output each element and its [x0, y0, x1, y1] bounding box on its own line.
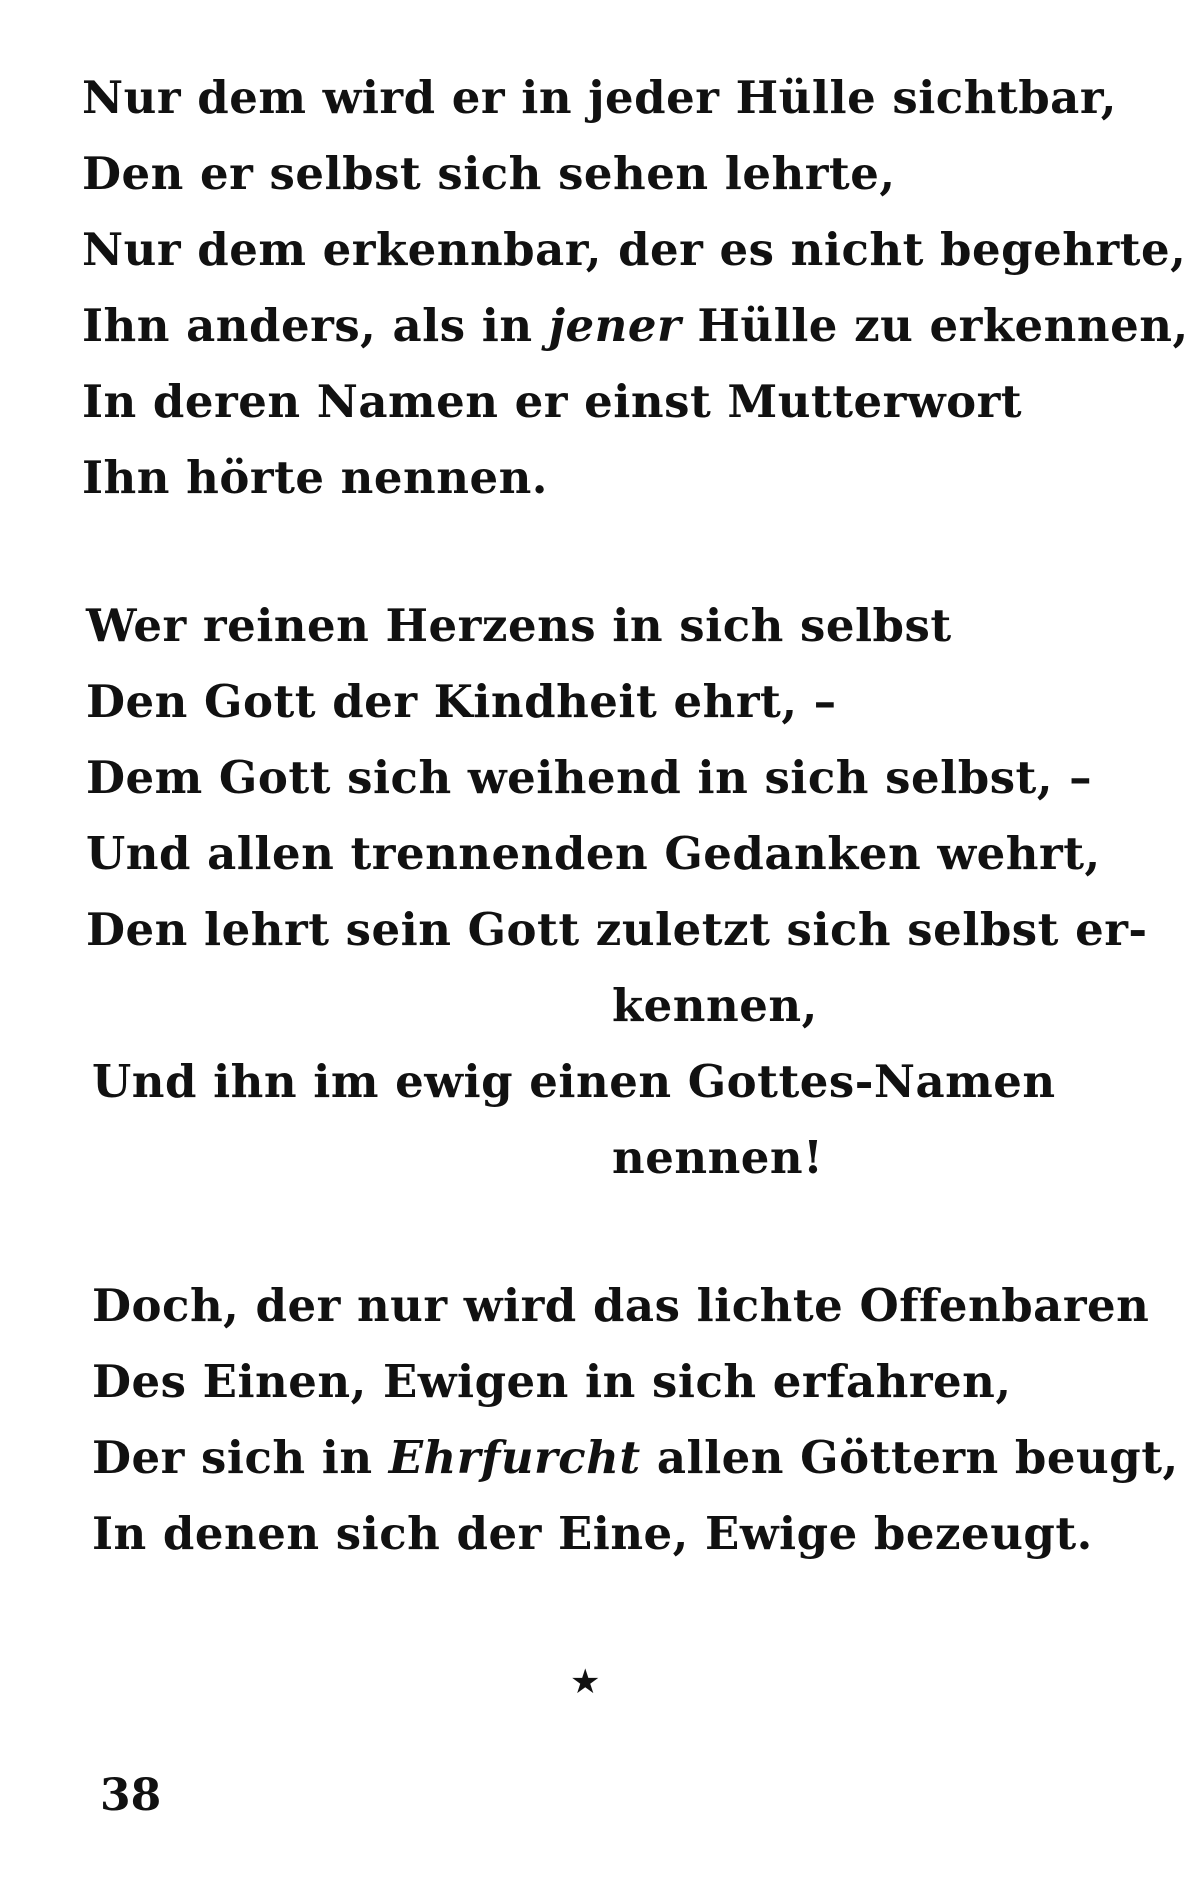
poem-line: Nur dem wird er in jeder Hülle sichtbar, — [82, 71, 1117, 124]
poem-line: Und ihn im ewig einen Gottes-Namen — [92, 1055, 1056, 1108]
poem-line: Ihn hörte nennen. — [82, 451, 548, 504]
poem-line: Doch, der nur wird das lichte Offenbaren — [92, 1279, 1150, 1332]
poem-line: Der sich in Ehrfurcht allen Göttern beugt, — [92, 1431, 1179, 1484]
poem-line: Dem Gott sich weihend in sich selbst, – — [86, 751, 1093, 804]
poem-line: Den Gott der Kindheit ehrt, – — [86, 675, 837, 728]
poem-line: Ihn anders, als in jener Hülle zu erkennen, — [82, 299, 1189, 352]
page-number: 38 — [100, 1770, 162, 1821]
poem-line: In denen sich der Eine, Ewige bezeugt. — [92, 1507, 1093, 1560]
emphasis-text: Ehrfurcht — [388, 1431, 641, 1484]
star-ornament-icon: ★ — [570, 1662, 601, 1702]
poem-line: Den lehrt sein Gott zuletzt sich selbst er- — [86, 903, 1148, 956]
poem-line-continuation: kennen, — [612, 979, 818, 1032]
poem-line: In deren Namen er einst Mutterwort — [82, 375, 1023, 428]
poem-line: Nur dem erkennbar, der es nicht begehrte, — [82, 223, 1187, 276]
poem-line-continuation: nennen! — [612, 1131, 824, 1184]
poem-line: Den er selbst sich sehen lehrte, — [82, 147, 896, 200]
poem-line: Wer reinen Herzens in sich selbst — [86, 599, 952, 652]
poem-line: Und allen trennenden Gedanken wehrt, — [86, 827, 1101, 880]
poem-line: Des Einen, Ewigen in sich erfahren, — [92, 1355, 1012, 1408]
emphasis-text: jener — [548, 299, 682, 352]
